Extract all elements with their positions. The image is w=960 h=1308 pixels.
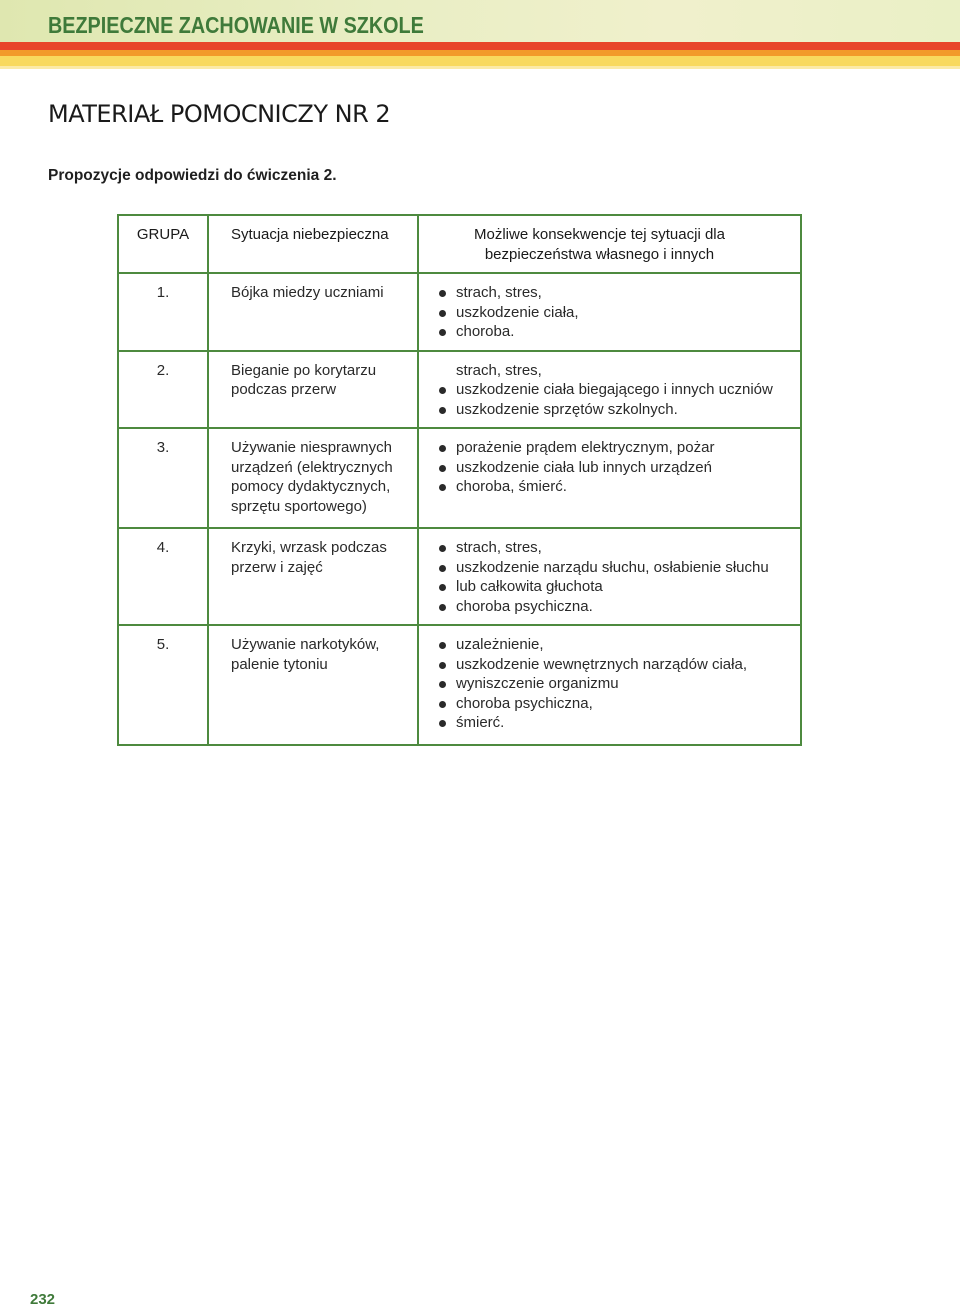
list-item: porażenie prądem elektrycznym, pożar bbox=[439, 438, 794, 458]
bullet-icon bbox=[439, 681, 446, 688]
list-item: uszkodzenie wewnętrznych narządów ciała, bbox=[439, 655, 794, 675]
list-item: uszkodzenie ciała biegającego i innych uczniów bbox=[439, 380, 794, 400]
header-stripe-light bbox=[0, 66, 960, 69]
row-consequences bbox=[418, 625, 801, 745]
list-item: choroba psychiczna. bbox=[439, 597, 794, 617]
bullet-icon bbox=[439, 565, 446, 572]
list-item: strach, stres, bbox=[439, 538, 794, 558]
bullet-icon bbox=[439, 387, 446, 394]
row-number: 1. bbox=[118, 273, 208, 351]
row-number: 4. bbox=[118, 528, 208, 625]
row-situation: Bieganie po korytarzu podczas przerw bbox=[208, 351, 418, 429]
list-item: uzależnienie, bbox=[439, 635, 794, 655]
bullet-icon bbox=[439, 604, 446, 611]
bullet-icon bbox=[439, 310, 446, 317]
list-item: wyniszczenie organizmu bbox=[439, 674, 794, 694]
header-title: BEZPIECZNE ZACHOWANIE W SZKOLE bbox=[48, 12, 424, 38]
list-item: uszkodzenie ciała lub innych urządzeń bbox=[439, 458, 794, 478]
list-item: strach, stres, bbox=[439, 283, 794, 303]
row-consequences bbox=[418, 273, 801, 351]
header-group: GRUPA bbox=[118, 215, 208, 273]
table-row bbox=[118, 351, 801, 429]
list-item: choroba, śmierć. bbox=[439, 477, 794, 497]
row-consequences bbox=[418, 428, 801, 528]
document-subtitle: Propozycje odpowiedzi do ćwiczenia 2. bbox=[48, 167, 337, 184]
list-item: choroba psychiczna, bbox=[439, 694, 794, 714]
header-stripe-yellow bbox=[0, 56, 960, 66]
bullet-icon bbox=[439, 662, 446, 669]
bullet-icon bbox=[439, 290, 446, 297]
row-situation: Krzyki, wrzask podczas przerw i zajęć bbox=[208, 528, 418, 625]
table-header-row bbox=[118, 215, 801, 273]
answers-table bbox=[117, 214, 802, 746]
bullet-icon bbox=[439, 701, 446, 708]
bullet-icon bbox=[439, 642, 446, 649]
table-row bbox=[118, 273, 801, 351]
row-consequences bbox=[418, 351, 801, 429]
row-number: 3. bbox=[118, 428, 208, 528]
table-row bbox=[118, 528, 801, 625]
row-situation: Używanie niesprawnych urządzeń (elektrycznych pomocy dydaktycznych, sprzętu sportowego) bbox=[208, 428, 418, 528]
row-number: 2. bbox=[118, 351, 208, 429]
header-consequences: Możliwe konsekwencje tej sytuacji dla bezpieczeństwa własnego i innych bbox=[418, 215, 801, 273]
row-consequences bbox=[418, 528, 801, 625]
bullet-icon bbox=[439, 484, 446, 491]
row-situation: Bójka miedzy uczniami bbox=[208, 273, 418, 351]
list-item: uszkodzenie ciała, bbox=[439, 303, 794, 323]
bullet-icon bbox=[439, 545, 446, 552]
header-situation: Sytuacja niebezpieczna bbox=[208, 215, 418, 273]
bullet-icon bbox=[439, 329, 446, 336]
header-stripe-red bbox=[0, 42, 960, 50]
list-item: śmierć. bbox=[439, 713, 794, 733]
row-number: 5. bbox=[118, 625, 208, 745]
bullet-icon bbox=[439, 407, 446, 414]
bullet-icon bbox=[439, 584, 446, 591]
list-item: lub całkowita głuchota bbox=[439, 577, 794, 597]
bullet-icon bbox=[439, 720, 446, 727]
bullet-icon bbox=[439, 445, 446, 452]
bullet-icon bbox=[439, 465, 446, 472]
list-item: uszkodzenie narządu słuchu, osłabienie słuchu bbox=[439, 558, 794, 578]
table-row bbox=[118, 625, 801, 745]
list-item: strach, stres, bbox=[456, 361, 542, 379]
page-number: 232 bbox=[30, 1291, 56, 1308]
table-row bbox=[118, 428, 801, 528]
row-situation: Używanie narkotyków, palenie tytoniu bbox=[208, 625, 418, 745]
list-item: uszkodzenie sprzętów szkolnych. bbox=[439, 400, 794, 420]
list-item: choroba. bbox=[439, 322, 794, 342]
document-title: MATERIAŁ POMOCNICZY NR 2 bbox=[48, 100, 391, 128]
